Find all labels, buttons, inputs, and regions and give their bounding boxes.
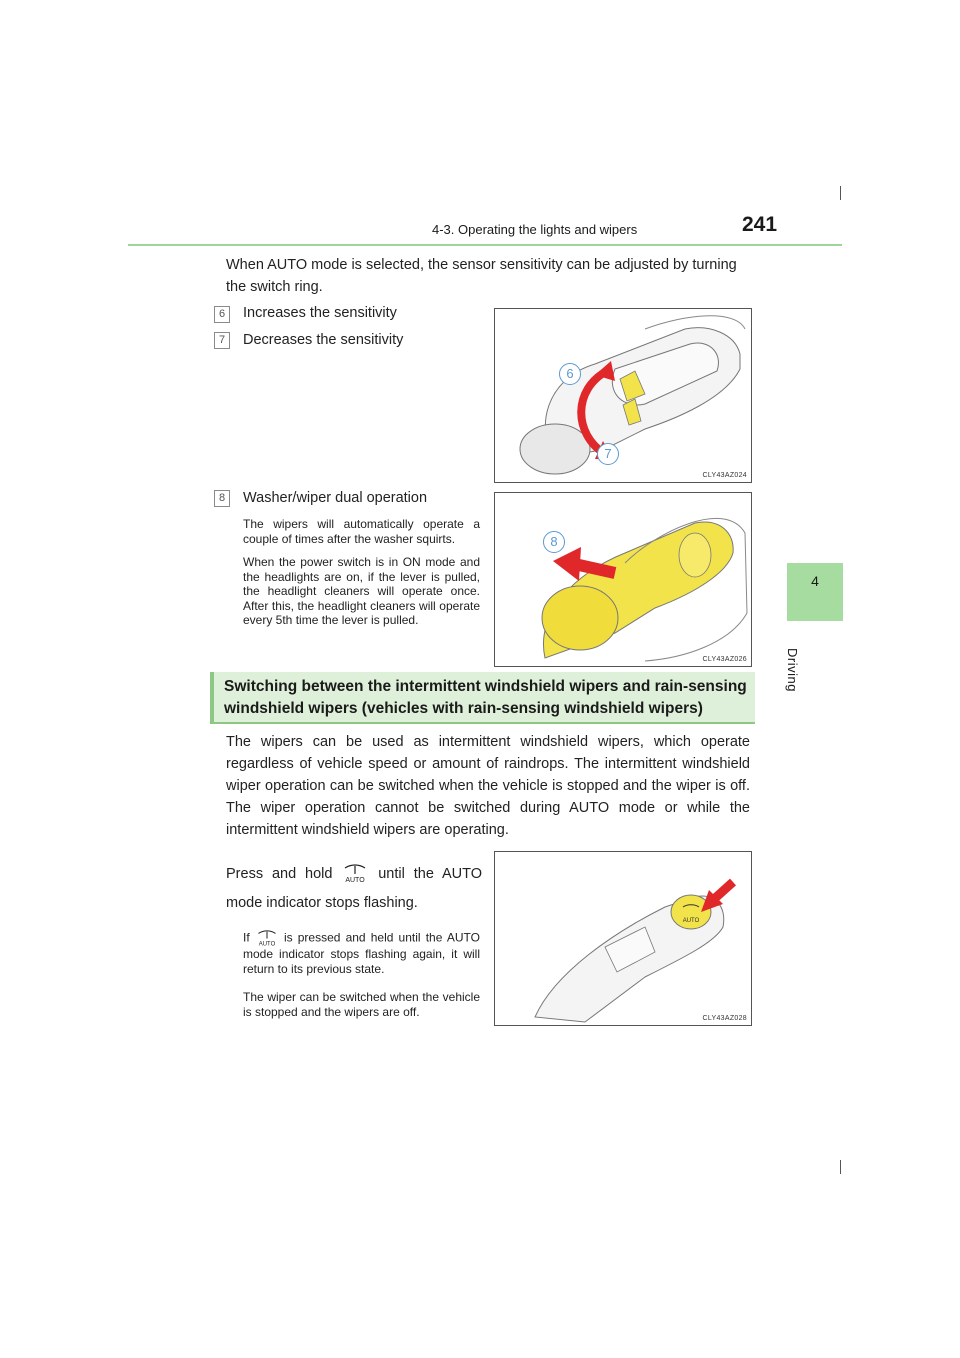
item-number-6: 6 xyxy=(214,306,230,323)
washer-note-2: When the power switch is in ON mode and the headlights are on, if the lever is pulled, the headlight cleaners will operate once. After this, the headlight cleaners will operate every 5th time the lever is pulled. xyxy=(243,555,480,627)
figure-code: CLY43AZ024 xyxy=(702,472,747,479)
auto-wiper-icon xyxy=(341,864,369,884)
washer-note-1: The wipers will automatically operate a couple of times after the washer squirts. xyxy=(243,517,480,546)
section-heading: Switching between the intermittent windshield wipers and rain-sensing windshield wipers (vehicles with rain-sensing windshield wipers) xyxy=(224,678,747,717)
page-number: 241 xyxy=(742,213,778,236)
press-instruction: Press and hold AUTO until the AUTO mode indicator stops flashing. xyxy=(226,866,482,911)
item-number-8: 8 xyxy=(214,490,230,507)
section-heading-rule xyxy=(210,722,755,724)
callout-6: 6 xyxy=(559,363,581,385)
callout-8: 8 xyxy=(543,531,565,553)
auto-button-illustration xyxy=(495,852,751,1025)
figure-sensitivity-ring xyxy=(494,308,752,483)
svg-text:AUTO: AUTO xyxy=(345,877,366,885)
figure-code: CLY43AZ026 xyxy=(702,656,747,663)
item-label-washer: Washer/wiper dual operation xyxy=(243,490,428,506)
section-body: The wipers can be used as intermittent windshield wipers, which operate regardless of vehicle speed or amount of raindrops. The intermittent windshield wiper operation can be switched when the vehicle is stopped and the wiper is off. The wiper operation cannot be switched during AUTO mode or while the intermittent windshield wipers are operating. xyxy=(226,734,750,838)
callout-7: 7 xyxy=(597,443,619,465)
crop-mark xyxy=(840,1160,841,1174)
item-label-increase: Increases the sensitivity xyxy=(243,305,397,321)
svg-text:AUTO: AUTO xyxy=(258,941,276,947)
figure-code: CLY43AZ028 xyxy=(702,1015,747,1022)
intro-paragraph: When AUTO mode is selected, the sensor sensitivity can be adjusted by turning the switch ring. xyxy=(226,257,737,295)
auto-wiper-icon xyxy=(255,930,279,947)
washer-lever-illustration xyxy=(495,493,751,666)
svg-text:AUTO: AUTO xyxy=(682,918,700,924)
wiper-lever-illustration xyxy=(495,309,751,482)
chapter-label: Driving xyxy=(785,648,800,692)
figure-washer-pull xyxy=(494,492,752,667)
auto-note-1: If AUTO is pressed and held until the AUTO mode indicator stops flashing again, it will return to its previous state. xyxy=(243,930,480,976)
header-rule xyxy=(128,244,842,246)
item-label-decrease: Decreases the sensitivity xyxy=(243,332,404,348)
chapter-tab: 4 xyxy=(787,563,843,621)
auto-note-2: The wiper can be switched when the vehicle is stopped and the wipers are off. xyxy=(243,990,480,1019)
figure-auto-button xyxy=(494,851,752,1026)
crop-mark xyxy=(840,186,841,200)
running-header: 4-3. Operating the lights and wipers xyxy=(432,222,638,237)
item-number-7: 7 xyxy=(214,332,230,349)
